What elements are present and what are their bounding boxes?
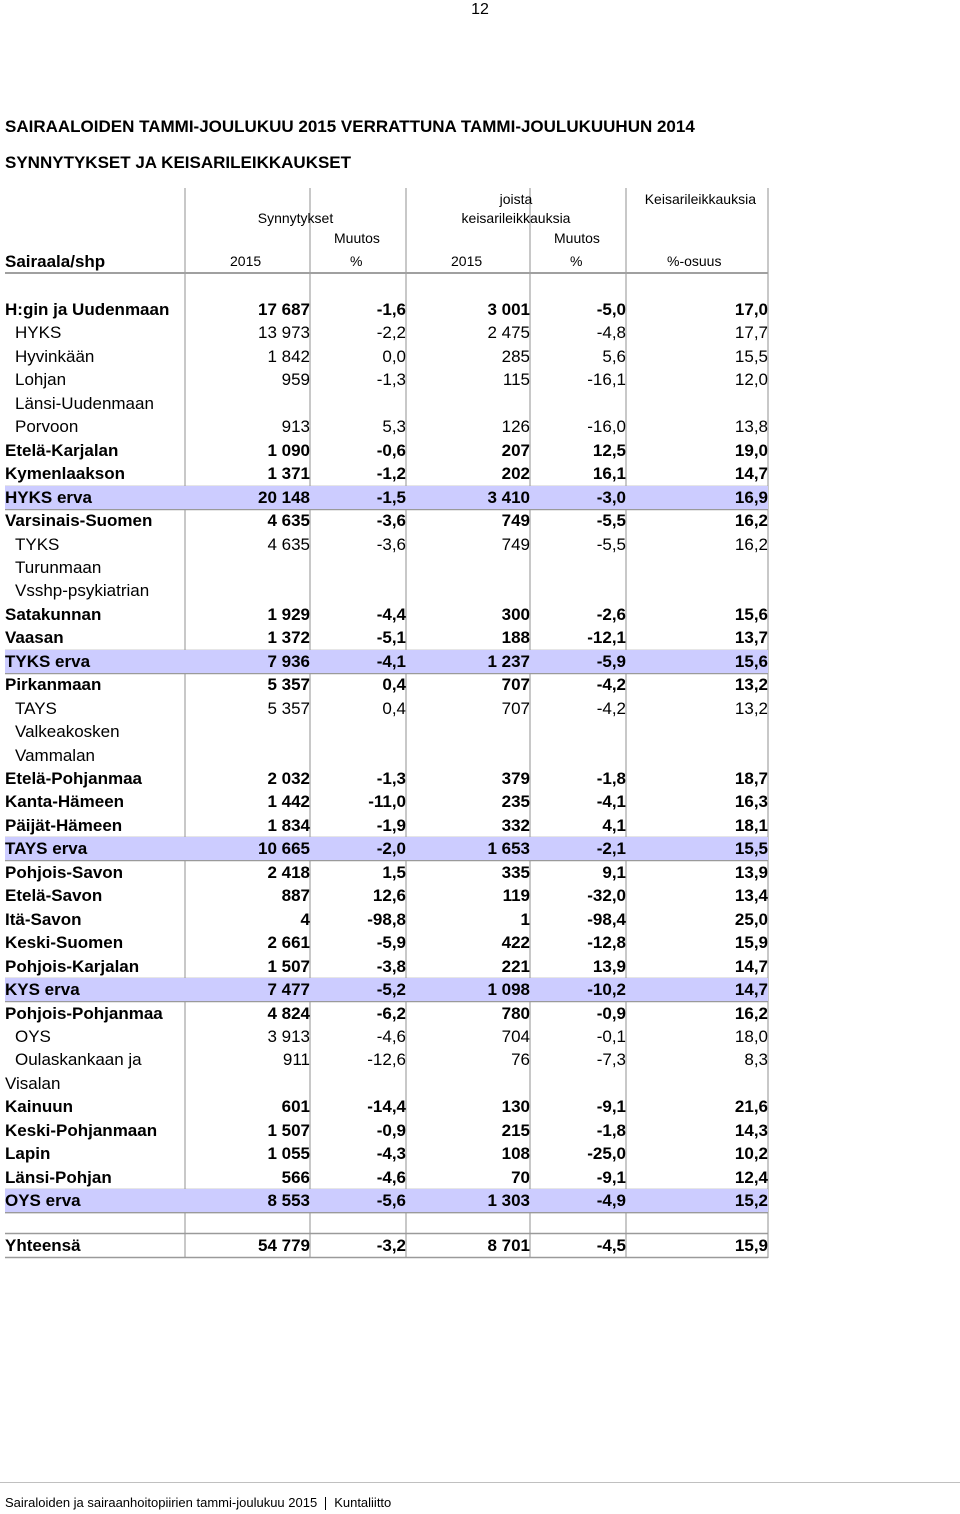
header-joista: joista [499, 191, 533, 207]
table-row [5, 603, 768, 626]
cell-value: 119 [502, 886, 530, 905]
cell-value: -4,6 [376, 1168, 406, 1187]
table-row [5, 861, 768, 884]
report-title: SAIRAALOIDEN TAMMI-JOULUKUU 2015 VERRATTUNA TAMMI-JOULUKUUHUN 2014 [5, 117, 695, 136]
cell-value: 25,0 [734, 910, 768, 929]
cell-value: 1 653 [487, 839, 530, 858]
table-row [5, 579, 768, 602]
cell-value: 16,9 [734, 488, 768, 507]
cell-value: 0,0 [382, 347, 406, 366]
cell-value: 1 303 [487, 1191, 530, 1210]
row-label: Varsinais-Suomen [5, 511, 153, 530]
cell-value: -0,6 [376, 441, 406, 460]
cell-value: -4,1 [596, 792, 626, 811]
row-label: Pirkanmaan [5, 675, 102, 694]
cell-value: 16,2 [734, 535, 768, 554]
footer-left: Sairaloiden ja sairaanhoitopiirien tammi-joulukuu 2015 [5, 1495, 318, 1510]
cell-value: 13,2 [734, 675, 768, 694]
cell-value: 215 [501, 1121, 530, 1140]
row-label: TYKS [15, 535, 60, 554]
cell-value: 19,0 [734, 441, 768, 460]
cell-value: 707 [501, 675, 530, 694]
cell-value: 3 913 [267, 1027, 310, 1046]
cell-value: -3,6 [376, 511, 406, 530]
row-label: Länsi-Uudenmaan [15, 394, 154, 413]
table-row [5, 1048, 768, 1071]
cell-value: 1 098 [487, 980, 530, 999]
cell-value: 14,7 [734, 464, 768, 483]
report-subtitle: SYNNYTYKSET JA KEISARILEIKKAUKSET [5, 153, 352, 172]
cell-value: 17 687 [258, 300, 310, 319]
cell-value: 3 410 [487, 488, 530, 507]
table-row [5, 1025, 768, 1048]
row-label: H:gin ja Uudenmaan [5, 300, 170, 319]
cell-value: 422 [501, 933, 530, 952]
cell-value: -4,1 [376, 652, 406, 671]
cell-value: 913 [281, 417, 310, 436]
cell-value: 21,6 [734, 1097, 768, 1116]
table-row [5, 462, 768, 485]
cell-value: -4,9 [596, 1191, 626, 1210]
cell-value: 12,6 [372, 886, 406, 905]
table-row [5, 556, 768, 579]
row-label: Pohjois-Karjalan [5, 957, 140, 976]
cell-value: 749 [501, 535, 530, 554]
table-row [5, 767, 768, 790]
row-label: Turunmaan [15, 558, 102, 577]
table-row [5, 298, 768, 321]
row-label: HYKS erva [5, 488, 92, 507]
cell-value: 13 973 [258, 323, 310, 342]
cell-value: -5,9 [376, 933, 406, 952]
row-label: Hyvinkään [15, 347, 95, 366]
erva-row [5, 978, 768, 1001]
cell-value: 14,3 [734, 1121, 768, 1140]
cell-value: 15,5 [734, 839, 768, 858]
cell-value: 16,3 [734, 792, 768, 811]
cell-value: 13,9 [592, 957, 626, 976]
cell-value: -12,6 [367, 1050, 406, 1069]
row-label: Pohjois-Savon [5, 863, 124, 882]
total-row [5, 1234, 768, 1257]
cell-value: 8,3 [744, 1050, 768, 1069]
cell-value: 16,1 [592, 464, 626, 483]
table-row [5, 790, 768, 813]
cell-value: -9,1 [596, 1168, 626, 1187]
cell-value: 10,2 [734, 1144, 768, 1163]
cell-value: 207 [501, 441, 530, 460]
cell-value: -4,2 [596, 699, 626, 718]
cell-value: 332 [501, 816, 530, 835]
header-muutos-2: Muutos [554, 230, 600, 246]
cell-value: 704 [501, 1027, 530, 1046]
row-label: TAYS [15, 699, 57, 718]
cell-value: 0,4 [382, 699, 406, 718]
row-label: Lapin [5, 1144, 51, 1163]
header-muutos-1: Muutos [334, 230, 380, 246]
table-row [5, 955, 768, 978]
cell-value: 4 824 [267, 1004, 310, 1023]
table-row [5, 321, 768, 344]
row-label: Porvoon [15, 417, 79, 436]
cell-value: -5,5 [596, 511, 626, 530]
cell-value: 1 372 [267, 628, 310, 647]
cell-value: -2,1 [596, 839, 626, 858]
cell-value: 18,0 [734, 1027, 768, 1046]
cell-value: 17,0 [734, 300, 768, 319]
row-label: TAYS erva [5, 839, 88, 858]
table-row [5, 1002, 768, 1025]
cell-value: 1,5 [382, 863, 406, 882]
table-row [5, 392, 768, 415]
row-label: Etelä-Savon [5, 886, 103, 905]
cell-value: 126 [501, 417, 530, 436]
cell-value: -0,1 [596, 1027, 626, 1046]
cell-value: 566 [281, 1168, 310, 1187]
cell-value: -16,0 [587, 417, 626, 436]
cell-value: 70 [511, 1168, 530, 1187]
cell-value: 76 [511, 1050, 530, 1069]
erva-row [5, 837, 768, 860]
cell-value: 1 090 [267, 441, 310, 460]
cell-value: 12,4 [734, 1168, 768, 1187]
cell-value: 13,2 [734, 699, 768, 718]
cell-value: 379 [501, 769, 530, 788]
table-row [5, 1095, 768, 1118]
header-year-2: 2015 [451, 253, 483, 269]
cell-value: -1,3 [376, 769, 406, 788]
cell-value: -4,4 [376, 605, 406, 624]
cell-value: 4 [300, 910, 310, 929]
header-year-1: 2015 [230, 253, 262, 269]
cell-value: 10 665 [258, 839, 310, 858]
cell-value: -32,0 [587, 886, 626, 905]
cell-value: -4,3 [376, 1144, 406, 1163]
table-row [5, 673, 768, 696]
cell-value: 0,4 [382, 675, 406, 694]
cell-value: 1 371 [267, 464, 310, 483]
cell-value: 285 [501, 347, 530, 366]
cell-value: -1,8 [596, 1121, 626, 1140]
cell-value: 15,2 [734, 1191, 768, 1210]
cell-value: 5,6 [602, 347, 626, 366]
cell-value: 1 929 [267, 605, 310, 624]
row-label: Vammalan [15, 746, 95, 765]
cell-value: 707 [501, 699, 530, 718]
erva-row [5, 486, 768, 509]
cell-value: 221 [501, 957, 530, 976]
header-synnytykset: Synnytykset [257, 210, 334, 226]
table-row [5, 509, 768, 532]
cell-value: 1 055 [267, 1144, 310, 1163]
cell-value: 130 [501, 1097, 530, 1116]
row-label: TYKS erva [5, 652, 91, 671]
cell-value: -3,0 [596, 488, 626, 507]
cell-value: 188 [501, 628, 530, 647]
table-row [5, 1119, 768, 1142]
cell-value: -14,4 [367, 1097, 406, 1116]
row-label: Etelä-Pohjanmaa [5, 769, 142, 788]
cell-value: 1 [520, 910, 530, 929]
cell-value: -5,6 [376, 1191, 406, 1210]
cell-value: -2,2 [376, 323, 406, 342]
cell-value: -11,0 [368, 792, 406, 811]
cell-value: 5,3 [382, 417, 406, 436]
table-row [5, 626, 768, 649]
row-label: OYS [15, 1027, 51, 1046]
table-row [5, 1142, 768, 1165]
cell-value: -4,5 [596, 1236, 626, 1255]
table-row [5, 931, 768, 954]
cell-value: 911 [282, 1050, 310, 1069]
cell-value: 1 842 [267, 347, 310, 366]
row-label: Valkeakosken [15, 722, 120, 741]
table-row [5, 744, 768, 767]
cell-value: -5,1 [376, 628, 406, 647]
cell-value: 2 418 [267, 863, 310, 882]
cell-value: 15,6 [734, 605, 768, 624]
row-label: Vsshp-psykiatrian [15, 581, 150, 600]
cell-value: 4 635 [267, 511, 310, 530]
row-label: Visalan [5, 1074, 61, 1093]
cell-value: 15,9 [734, 933, 768, 952]
cell-value: -2,0 [376, 839, 406, 858]
cell-value: 887 [281, 886, 310, 905]
row-label: KYS erva [5, 980, 80, 999]
cell-value: 12,0 [734, 370, 768, 389]
cell-value: -4,6 [376, 1027, 406, 1046]
cell-value: -5,5 [596, 535, 626, 554]
cell-value: 7 936 [267, 652, 310, 671]
cell-value: -25,0 [587, 1144, 626, 1163]
cell-value: 18,1 [734, 816, 768, 835]
cell-value: 13,4 [734, 886, 768, 905]
row-label: Vaasan [5, 628, 64, 647]
cell-value: -9,1 [596, 1097, 626, 1116]
cell-value: 1 507 [267, 1121, 310, 1140]
cell-value: -6,2 [376, 1004, 406, 1023]
row-label: Kainuun [5, 1097, 73, 1116]
cell-value: 54 779 [258, 1236, 310, 1255]
row-label: HYKS [15, 323, 62, 342]
cell-value: 749 [501, 511, 530, 530]
table-row [5, 697, 768, 720]
cell-value: 3 001 [487, 300, 530, 319]
table-row [5, 1072, 768, 1095]
cell-value: 13,9 [734, 863, 768, 882]
cell-value: 300 [501, 605, 530, 624]
cell-value: -16,1 [587, 370, 626, 389]
table-row [5, 814, 768, 837]
cell-value: 15,9 [734, 1236, 768, 1255]
cell-value: 8 553 [267, 1191, 310, 1210]
cell-value: -1,8 [596, 769, 626, 788]
cell-value: -12,1 [587, 628, 626, 647]
cell-value: 7 477 [267, 980, 310, 999]
cell-value: -1,3 [376, 370, 406, 389]
cell-value: 1 834 [267, 816, 310, 835]
table-row [5, 1166, 768, 1189]
cell-value: 115 [502, 370, 530, 389]
cell-value: -12,8 [587, 933, 626, 952]
erva-row [5, 1189, 768, 1212]
cell-value: 1 442 [267, 792, 310, 811]
header-keisarileikkauksia: keisarileikkauksia [461, 210, 571, 226]
row-label: Pohjois-Pohjanmaa [5, 1004, 163, 1023]
cell-value: -7,3 [596, 1050, 626, 1069]
cell-value: 16,2 [734, 511, 768, 530]
cell-value: -98,8 [367, 910, 406, 929]
page-number: 12 [471, 1, 489, 18]
cell-value: 16,2 [734, 1004, 768, 1023]
header-pct-1: % [350, 253, 363, 269]
cell-value: 17,7 [734, 323, 768, 342]
table-row [5, 415, 768, 438]
row-label: Päijät-Hämeen [5, 816, 123, 835]
table-row [5, 884, 768, 907]
cell-value: 13,7 [734, 628, 768, 647]
row-label: OYS erva [5, 1191, 81, 1210]
header-sairaala: Sairaala/shp [5, 252, 106, 271]
cell-value: 601 [281, 1097, 310, 1116]
cell-value: 18,7 [734, 769, 768, 788]
row-label: Kanta-Hämeen [5, 792, 125, 811]
cell-value: 2 661 [267, 933, 310, 952]
cell-value: -1,9 [376, 816, 406, 835]
erva-row [5, 650, 768, 673]
cell-value: -5,2 [376, 980, 406, 999]
cell-value: 14,7 [734, 980, 768, 999]
header-keisarileikkauksia-col: Keisarileikkauksia [644, 191, 756, 207]
cell-value: -98,4 [587, 910, 626, 929]
cell-value: 202 [501, 464, 530, 483]
cell-value: 14,7 [734, 957, 768, 976]
row-label: Oulaskankaan ja [15, 1050, 142, 1069]
cell-value: -1,2 [376, 464, 406, 483]
cell-value: -0,9 [376, 1121, 406, 1140]
cell-value: 9,1 [602, 863, 626, 882]
table-row [5, 908, 768, 931]
footer-divider [0, 1482, 960, 1483]
cell-value: -3,8 [376, 957, 406, 976]
cell-value: 8 701 [487, 1236, 530, 1255]
cell-value: -1,6 [376, 300, 406, 319]
row-label: Länsi-Pohjan [5, 1168, 112, 1187]
row-label: Kymenlaakson [5, 464, 125, 483]
cell-value: 780 [501, 1004, 530, 1023]
footer-separator [325, 1497, 326, 1510]
footer [5, 1494, 391, 1511]
table-row [5, 439, 768, 462]
cell-value: 108 [501, 1144, 530, 1163]
cell-value: -0,9 [596, 1004, 626, 1023]
cell-value: 5 357 [267, 699, 310, 718]
row-label: Keski-Pohjanmaan [5, 1121, 158, 1140]
row-label: Etelä-Karjalan [5, 441, 119, 460]
header-osuus: %-osuus [667, 253, 722, 269]
cell-value: 12,5 [592, 441, 626, 460]
cell-value: -3,6 [376, 535, 406, 554]
cell-value: -4,8 [596, 323, 626, 342]
cell-value: -10,2 [587, 980, 626, 999]
cell-value: 1 237 [487, 652, 530, 671]
row-label: Lohjan [15, 370, 67, 389]
cell-value: 2 032 [267, 769, 310, 788]
table-row [5, 368, 768, 391]
cell-value: -4,2 [596, 675, 626, 694]
cell-value: 1 507 [267, 957, 310, 976]
cell-value: 15,6 [734, 652, 768, 671]
row-label: Itä-Savon [5, 910, 82, 929]
cell-value: -3,2 [376, 1236, 406, 1255]
cell-value: -5,0 [596, 300, 626, 319]
row-label: Keski-Suomen [5, 933, 124, 952]
table-row [5, 533, 768, 556]
table-row [5, 345, 768, 368]
cell-value: 4,1 [602, 816, 626, 835]
cell-value: 5 357 [267, 675, 310, 694]
cell-value: -1,5 [376, 488, 406, 507]
cell-value: -2,6 [596, 605, 626, 624]
cell-value: 959 [281, 370, 310, 389]
cell-value: 335 [501, 863, 530, 882]
cell-value: 4 635 [267, 535, 310, 554]
footer-right: Kuntaliitto [334, 1495, 392, 1510]
cell-value: 15,5 [734, 347, 768, 366]
table-row [5, 720, 768, 743]
cell-value: 20 148 [258, 488, 310, 507]
row-label: Satakunnan [5, 605, 102, 624]
header-pct-2: % [570, 253, 583, 269]
cell-value: 13,8 [734, 417, 768, 436]
row-label: Yhteensä [5, 1236, 81, 1255]
cell-value: 235 [501, 792, 530, 811]
cell-value: 2 475 [487, 323, 530, 342]
cell-value: -5,9 [596, 652, 626, 671]
